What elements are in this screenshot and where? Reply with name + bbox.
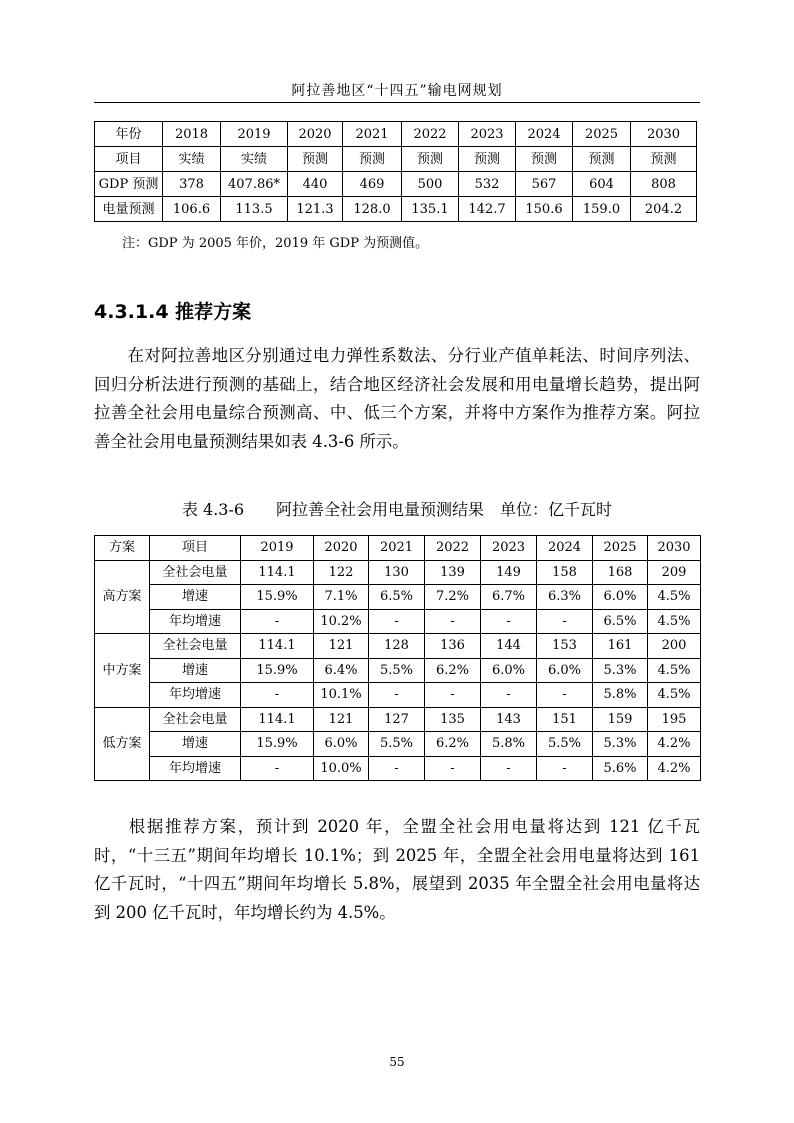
year-cell: 2021 [343, 122, 402, 147]
power-cell: 135.1 [402, 197, 459, 222]
year-cell: 2022 [402, 122, 459, 147]
table-row [95, 197, 697, 222]
value-cell: 135 [425, 707, 481, 732]
value-cell: - [481, 609, 537, 634]
value-cell: 159 [593, 707, 648, 732]
power-cell: 204.2 [631, 197, 697, 222]
value-cell: - [369, 609, 425, 634]
value-cell: 128 [369, 634, 425, 659]
value-cell: 6.2% [425, 732, 481, 757]
column-header: 2021 [369, 536, 425, 561]
value-cell: 15.9% [241, 585, 314, 610]
year-cell: 2024 [516, 122, 573, 147]
value-cell: - [537, 609, 593, 634]
value-cell: 5.8% [593, 683, 648, 708]
column-header: 2022 [425, 536, 481, 561]
value-cell: - [425, 609, 481, 634]
column-header: 2019 [241, 536, 314, 561]
value-cell: 114.1 [241, 560, 314, 585]
item-label: 年均增速 [150, 756, 241, 781]
type-cell: 实绩 [163, 147, 221, 172]
type-cell: 预测 [402, 147, 459, 172]
paragraph-text: 根据推荐方案，预计到 2020 年，全盟全社会用电量将达到 121 亿千瓦时，“十三五”期间年均增长 10.1%；到 2025 年，全盟全社会用电量将达到 161 亿千瓦时，“十四五”期间年均增长 5.8%，展望到 2035 年全盟全社会用电量将达到 200 亿千瓦时，年均增长约为 4.5%。 [94, 817, 700, 922]
value-cell: 15.9% [241, 732, 314, 757]
year-cell: 2030 [631, 122, 697, 147]
value-cell: 4.2% [648, 756, 701, 781]
column-header: 2030 [648, 536, 701, 561]
table-header-row [95, 536, 701, 561]
row-label: GDP 预测 [95, 172, 163, 197]
value-cell: 5.3% [593, 732, 648, 757]
year-cell: 2025 [573, 122, 631, 147]
value-cell: - [481, 683, 537, 708]
scheme-label: 高方案 [95, 560, 150, 634]
value-cell: 121 [314, 634, 369, 659]
value-cell: 114.1 [241, 634, 314, 659]
header-rule [94, 102, 700, 103]
value-cell: 5.6% [593, 756, 648, 781]
gdp-cell: 604 [573, 172, 631, 197]
column-header: 2025 [593, 536, 648, 561]
value-cell: 168 [593, 560, 648, 585]
item-label: 年均增速 [150, 609, 241, 634]
value-cell: 143 [481, 707, 537, 732]
value-cell: - [369, 683, 425, 708]
table-note: 注：GDP 为 2005 年价，2019 年 GDP 为预测值。 [122, 236, 429, 251]
type-cell: 实绩 [221, 147, 288, 172]
value-cell: - [537, 683, 593, 708]
value-cell: 127 [369, 707, 425, 732]
value-cell: 144 [481, 634, 537, 659]
item-label: 全社会电量 [150, 707, 241, 732]
gdp-power-forecast-table [94, 121, 697, 222]
item-label: 增速 [150, 585, 241, 610]
value-cell: 6.3% [537, 585, 593, 610]
value-cell: 6.2% [425, 658, 481, 683]
gdp-cell: 469 [343, 172, 402, 197]
section-heading: 4.3.1.4 推荐方案 [94, 301, 252, 323]
column-header: 2020 [314, 536, 369, 561]
value-cell: 6.0% [593, 585, 648, 610]
power-cell: 106.6 [163, 197, 221, 222]
table-row [95, 172, 697, 197]
gdp-cell: 808 [631, 172, 697, 197]
value-cell: 4.5% [648, 609, 701, 634]
value-cell: - [537, 756, 593, 781]
value-cell: 200 [648, 634, 701, 659]
value-cell: - [369, 756, 425, 781]
value-cell: 5.5% [369, 658, 425, 683]
table-row [95, 147, 697, 172]
item-label: 增速 [150, 658, 241, 683]
paragraph [94, 813, 700, 927]
table-row [95, 609, 701, 634]
column-header: 项目 [150, 536, 241, 561]
row-label: 项目 [95, 147, 163, 172]
value-cell: 209 [648, 560, 701, 585]
value-cell: 10.0% [314, 756, 369, 781]
power-cell: 150.6 [516, 197, 573, 222]
year-cell: 2018 [163, 122, 221, 147]
table-row [95, 707, 701, 732]
table-row [95, 756, 701, 781]
year-cell: 2019 [221, 122, 288, 147]
type-cell: 预测 [288, 147, 343, 172]
value-cell: 7.2% [425, 585, 481, 610]
value-cell: 6.7% [481, 585, 537, 610]
value-cell: 6.0% [314, 732, 369, 757]
page-header: 阿拉善地区“十四五”输电网规划 [291, 83, 503, 99]
paragraph-text: 在对阿拉善地区分别通过电力弹性系数法、分行业产值单耗法、时间序列法、回归分析法进行预测的基础上，结合地区经济社会发展和用电量增长趋势，提出阿拉善全社会用电量综合预测高、中、低三个方案，并将中方案作为推荐方案。阿拉善全社会用电量预测结果如表 4.3-6 所示。 [94, 346, 700, 451]
paragraph [94, 342, 700, 456]
value-cell: 114.1 [241, 707, 314, 732]
table-row [95, 732, 701, 757]
value-cell: 4.5% [648, 658, 701, 683]
value-cell: 130 [369, 560, 425, 585]
electricity-forecast-table [94, 535, 701, 781]
value-cell: - [425, 683, 481, 708]
value-cell: 151 [537, 707, 593, 732]
table-row [95, 683, 701, 708]
value-cell: 136 [425, 634, 481, 659]
value-cell: 149 [481, 560, 537, 585]
column-header: 2024 [537, 536, 593, 561]
value-cell: 4.5% [648, 683, 701, 708]
year-cell: 2023 [459, 122, 516, 147]
value-cell: 158 [537, 560, 593, 585]
type-cell: 预测 [343, 147, 402, 172]
power-cell: 113.5 [221, 197, 288, 222]
power-cell: 128.0 [343, 197, 402, 222]
value-cell: 6.0% [481, 658, 537, 683]
column-header: 方案 [95, 536, 150, 561]
type-cell: 预测 [631, 147, 697, 172]
gdp-cell: 532 [459, 172, 516, 197]
value-cell: 5.5% [369, 732, 425, 757]
value-cell: 5.5% [537, 732, 593, 757]
value-cell: 121 [314, 707, 369, 732]
table-row [95, 658, 701, 683]
value-cell: - [481, 756, 537, 781]
value-cell: 6.5% [369, 585, 425, 610]
type-cell: 预测 [573, 147, 631, 172]
scheme-label: 低方案 [95, 707, 150, 781]
gdp-cell: 567 [516, 172, 573, 197]
value-cell: 5.8% [481, 732, 537, 757]
gdp-cell: 407.86* [221, 172, 288, 197]
value-cell: 4.2% [648, 732, 701, 757]
value-cell: 10.2% [314, 609, 369, 634]
value-cell: 5.3% [593, 658, 648, 683]
gdp-cell: 500 [402, 172, 459, 197]
column-header: 2023 [481, 536, 537, 561]
table-row [95, 585, 701, 610]
gdp-cell: 378 [163, 172, 221, 197]
item-label: 全社会电量 [150, 560, 241, 585]
item-label: 年均增速 [150, 683, 241, 708]
value-cell: - [241, 683, 314, 708]
power-cell: 159.0 [573, 197, 631, 222]
value-cell: - [241, 756, 314, 781]
value-cell: 161 [593, 634, 648, 659]
power-cell: 121.3 [288, 197, 343, 222]
value-cell: 6.4% [314, 658, 369, 683]
power-cell: 142.7 [459, 197, 516, 222]
type-cell: 预测 [516, 147, 573, 172]
value-cell: - [425, 756, 481, 781]
row-label: 电量预测 [95, 197, 163, 222]
value-cell: 6.5% [593, 609, 648, 634]
value-cell: 139 [425, 560, 481, 585]
value-cell: 195 [648, 707, 701, 732]
value-cell: 6.0% [537, 658, 593, 683]
type-cell: 预测 [459, 147, 516, 172]
value-cell: 122 [314, 560, 369, 585]
value-cell: 153 [537, 634, 593, 659]
row-label: 年份 [95, 122, 163, 147]
value-cell: 7.1% [314, 585, 369, 610]
table-caption: 表 4.3-6 阿拉善全社会用电量预测结果 单位：亿千瓦时 [181, 500, 613, 519]
value-cell: 15.9% [241, 658, 314, 683]
page-number: 55 [389, 1055, 405, 1069]
item-label: 全社会电量 [150, 634, 241, 659]
value-cell: - [241, 609, 314, 634]
item-label: 增速 [150, 732, 241, 757]
value-cell: 4.5% [648, 585, 701, 610]
year-cell: 2020 [288, 122, 343, 147]
scheme-label: 中方案 [95, 634, 150, 708]
table-row [95, 122, 697, 147]
value-cell: 10.1% [314, 683, 369, 708]
table-row [95, 560, 701, 585]
table-row [95, 634, 701, 659]
gdp-cell: 440 [288, 172, 343, 197]
